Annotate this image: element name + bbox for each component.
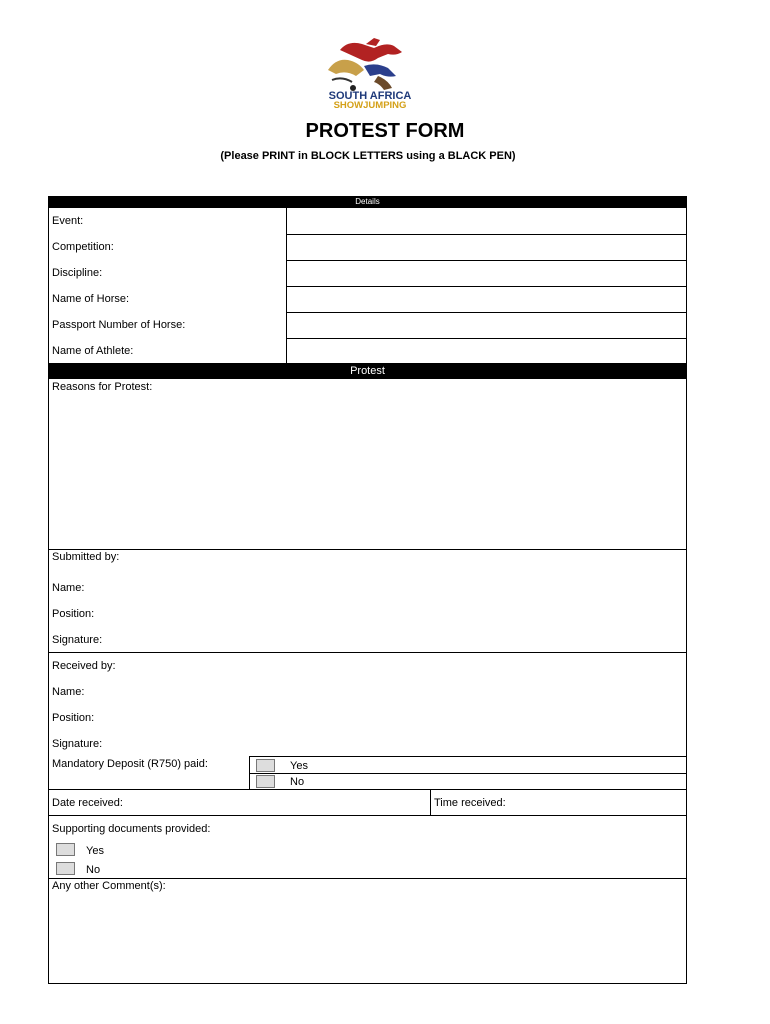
passport-number-label: Passport Number of Horse: [52,319,186,331]
received-by-fields[interactable] [100,682,685,754]
protest-header: Protest [48,363,687,379]
submitted-by-fields[interactable] [100,578,685,650]
date-received-field[interactable] [130,791,428,814]
logo [318,36,422,110]
supporting-no-label: No [86,864,101,876]
event-label: Event: [52,215,84,227]
form-left-border [48,208,49,984]
athlete-name-field[interactable] [288,340,685,362]
deposit-label: Mandatory Deposit (R750) paid: [52,758,208,770]
form-bottom-border [48,983,687,984]
event-field[interactable] [288,210,685,233]
section-divider [48,815,687,816]
discipline-field[interactable] [288,262,685,285]
logo-line1: SOUTH AFRICA [328,90,412,102]
logo-line2: SHOWJUMPING [333,100,407,110]
deposit-mid-line [249,773,687,774]
section-divider [48,789,687,790]
submitted-name-label: Name: [52,582,85,594]
deposit-no-checkbox[interactable] [256,775,275,788]
page-title: PROTEST FORM [305,120,465,142]
supporting-yes-checkbox[interactable] [56,843,75,856]
submitted-position-label: Position: [52,608,95,620]
submitted-by-label: Submitted by: [52,551,120,563]
detail-row-line [286,312,686,313]
competition-field[interactable] [288,236,685,259]
detail-row-line [286,260,686,261]
deposit-top-line [249,756,687,757]
received-position-label: Position: [52,712,95,724]
supporting-docs-label: Supporting documents provided: [52,823,211,835]
reasons-field[interactable] [50,395,685,548]
submitted-signature-label: Signature: [52,634,103,646]
received-signature-label: Signature: [52,738,103,750]
horse-name-field[interactable] [288,288,685,311]
passport-number-field[interactable] [288,314,685,337]
detail-row-line [286,338,686,339]
received-by-label: Received by: [52,660,116,672]
section-divider [48,878,687,879]
deposit-no-label: No [290,776,305,788]
comments-field[interactable] [50,895,685,982]
comments-label: Any other Comment(s): [52,880,166,892]
received-name-label: Name: [52,686,85,698]
deposit-yes-checkbox[interactable] [256,759,275,772]
section-divider [48,652,687,653]
supporting-no-checkbox[interactable] [56,862,75,875]
detail-row-line [286,286,686,287]
deposit-yes-label: Yes [290,760,308,772]
discipline-label: Discipline: [52,267,103,279]
time-received-label: Time received: [434,797,506,809]
detail-row-line [286,234,686,235]
page-subtitle: (Please PRINT in BLOCK LETTERS using a BLACK PEN) [220,150,516,162]
form-right-border [686,208,687,984]
date-received-label: Date received: [52,797,123,809]
athlete-name-label: Name of Athlete: [52,345,134,357]
reasons-label: Reasons for Protest: [52,381,153,393]
supporting-yes-label: Yes [86,845,104,857]
section-divider [48,549,687,550]
time-received-field[interactable] [512,791,685,814]
date-time-divider [430,789,431,815]
competition-label: Competition: [52,241,114,253]
details-header: Details [48,196,687,208]
showjumping-logo-graphic [318,36,422,110]
horse-name-label: Name of Horse: [52,293,130,305]
